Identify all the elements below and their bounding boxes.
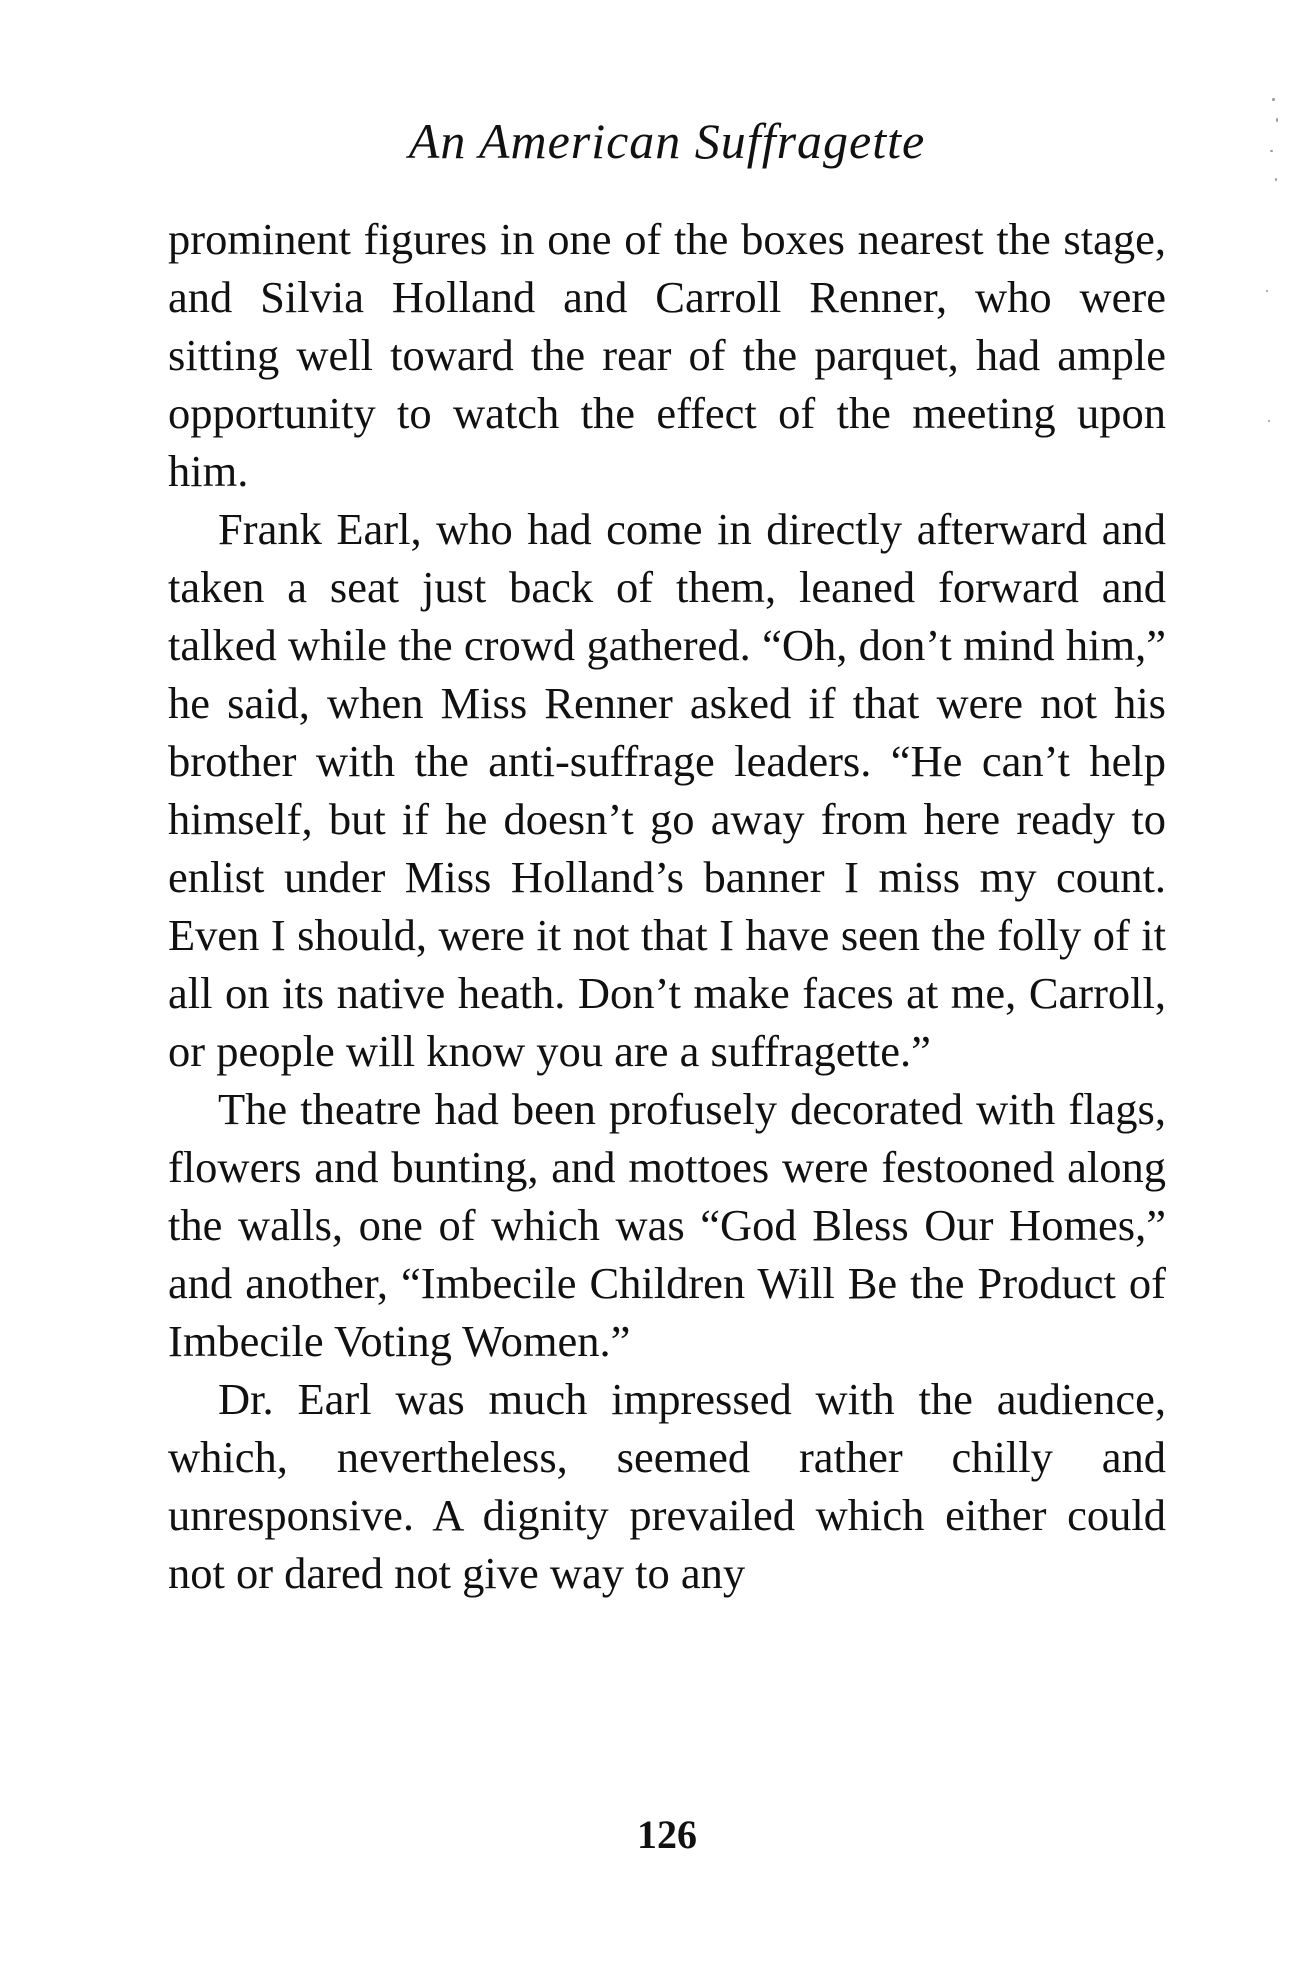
body-text	[168, 210, 1166, 1602]
page-number: 126	[637, 1812, 697, 1857]
scan-speck	[1275, 178, 1277, 181]
scan-speck	[1268, 420, 1270, 422]
scan-speck	[1266, 290, 1268, 292]
scan-speck	[1270, 150, 1273, 152]
paragraph-continuation: prominent figures in one of the boxes nearest the stage, and Silvia Holland and Carroll Renner, who were sitting well toward the rear of the parquet, had ample opportunity to watch the effect of the meeting upon him.	[168, 214, 1166, 496]
paragraph-frank-earl: Frank Earl, who had come in directly afterward and taken a seat just back of them, leaned forward and talked while the crowd gathered. “Oh, don’t mind him,” he said, when Miss Renner asked if that were not his brother with the anti-suffrage leaders. “He can’t help himself, but if he doesn’t go away from here ready to enlist under Miss Holland’s banner I miss my count. Even I should, were it not that I have seen the folly of it all on its native heath. Don’t make faces at me, Carroll, or people will know you are a suffragette.”	[168, 504, 1166, 1076]
scan-speck	[1276, 118, 1278, 122]
paragraph-dr-earl: Dr. Earl was much impressed with the audience, which, nevertheless, seemed rather chilly and unresponsive. A dignity prevailed which either could not or dared not give way to any	[168, 1374, 1166, 1598]
paragraph-theatre: The theatre had been profusely decorated with flags, flowers and bunting, and mottoes were festooned along the walls, one of which was “God Bless Our Homes,” and another, “Imbecile Children Will Be the Product of Imbecile Voting Women.”	[168, 1084, 1166, 1366]
scan-speck	[1272, 98, 1275, 101]
running-head: An American Suffragette	[408, 113, 926, 169]
